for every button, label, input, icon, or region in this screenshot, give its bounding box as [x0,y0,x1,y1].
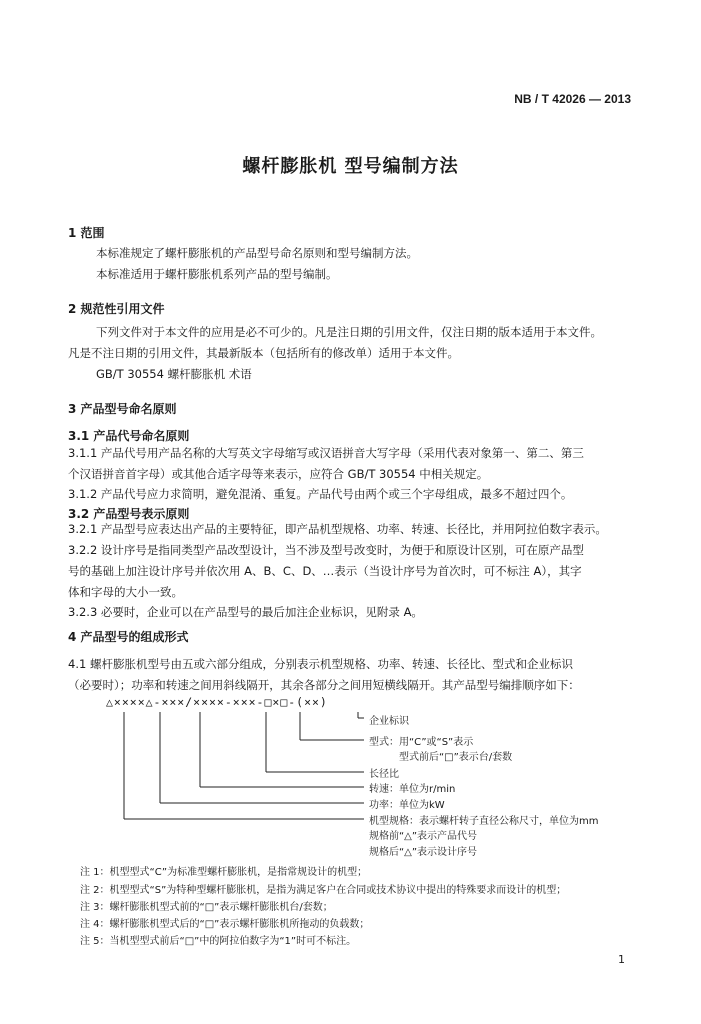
clause-3-2-2c: 体和字母的大小一致。 [68,585,183,599]
clause-3-2-2b: 号的基础上加注设计序号并依次用 A、B、C、D、…表示（当设计序号为首次时，可不标注 A），其字 [68,564,582,578]
label-speed: 转速：单位为r/min [369,784,456,795]
clause-4-1a: 4.1 螺杆膨胀机型号由五或六部分组成，分别表示机型规格、功率、转速、长径比、型式和企业标识 [68,657,573,671]
section-1-heading: 1 范围 [68,226,105,240]
clause-4-1b: （必要时）；功率和转速之间用斜线隔开，其余各部分之间用短横线隔开。其产品型号编排顺序如下： [68,678,580,692]
label-type-quantity: 型式前后“□”表示台/套数 [399,752,513,763]
subsection-3-1-heading: 3.1 产品代号命名原则 [68,429,190,443]
section-2-heading: 2 规范性引用文件 [68,302,165,316]
clause-3-1-2: 3.1.2 产品代号应力求简明，避免混淆、重复。产品代号由两个或三个字母组成，最多不超过四个。 [68,487,573,501]
clause-3-1-1b: 个汉语拼音首字母）或其他合适字母等来表示，应符合 GB/T 30554 中相关规定。 [68,467,489,481]
label-spec-prefix: 规格前“△”表示产品代号 [369,831,478,842]
page-title: 螺杆膨胀机 型号编制方法 [242,156,459,177]
note-3: 注 3：螺杆膨胀机型式前的“□”表示螺杆膨胀机台/套数； [80,902,333,913]
section-1-para-1: 本标准规定了螺杆膨胀机的产品型号命名原则和型号编制方法。 [96,246,418,260]
section-1-para-2: 本标准适用于螺杆膨胀机系列产品的型号编制。 [96,267,338,281]
label-type: 型式：用“C”或“S”表示 [369,737,474,748]
clause-3-2-3: 3.2.3 必要时，企业可以在产品型号的最后加注企业标识，见附录 A。 [68,605,423,619]
model-code-format: △××××△-×××/××××-×××-□×□-(××) [106,695,328,709]
subsection-3-2-heading: 3.2 产品型号表示原则 [68,507,190,521]
section-4-heading: 4 产品型号的组成形式 [68,630,189,644]
page-number: 1 [618,953,625,966]
label-enterprise-id: 企业标识 [369,716,409,727]
section-2-para-1b: 凡是不注日期的引用文件，其最新版本（包括所有的修改单）适用于本文件。 [68,346,459,360]
section-2-para-1a: 下列文件对于本文件的应用是必不可少的。凡是注日期的引用文件，仅注日期的版本适用于本文件。 [96,325,602,339]
label-model-spec: 机型规格：表示螺杆转子直径公称尺寸，单位为mm [369,816,599,827]
section-2-reference: GB/T 30554 螺杆膨胀机 术语 [96,367,252,381]
label-ld-ratio: 长径比 [369,769,399,780]
label-spec-suffix: 规格后“△”表示设计序号 [369,847,478,858]
note-2: 注 2：机型型式“S”为特种型螺杆膨胀机，是指为满足客户在合同或技术协议中提出的特殊要求而设计的机型； [80,885,567,896]
standard-number: NB / T 42026 — 2013 [514,92,631,106]
section-3-heading: 3 产品型号命名原则 [68,402,177,416]
note-4: 注 4：螺杆膨胀机型式后的“□”表示螺杆膨胀机所拖动的负载数； [80,919,370,930]
note-5: 注 5：当机型型式前后“□”中的阿拉伯数字为“1”时可不标注。 [80,936,357,947]
clause-3-2-1: 3.2.1 产品型号应表达出产品的主要特征，即产品机型规格、功率、转速、长径比，并用阿拉伯数字表示。 [68,522,607,536]
note-1: 注 1：机型型式“C”为标准型螺杆膨胀机，是指常规设计的机型； [80,867,368,878]
clause-3-1-1a: 3.1.1 产品代号用产品名称的大写英文字母缩写或汉语拼音大写字母（采用代表对象第一、第二、第三 [68,446,584,460]
label-power: 功率：单位为kW [369,800,445,811]
clause-3-2-2a: 3.2.2 设计序号是指同类型产品改型设计，当不涉及型号改变时，为便于和原设计区别，可在原产品型 [68,543,584,557]
